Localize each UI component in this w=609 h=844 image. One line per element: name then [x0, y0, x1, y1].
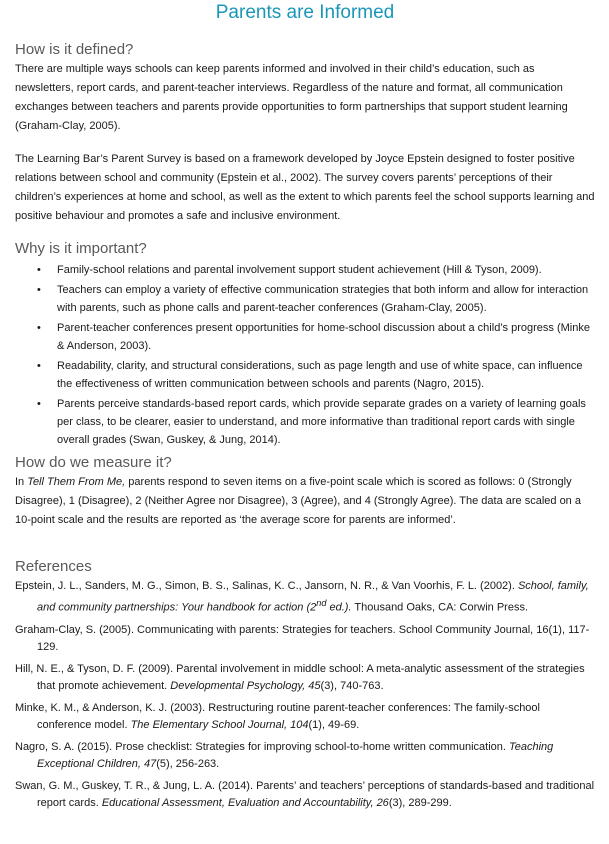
list-item: • Readability, clarity, and structural considerations, such as page length and use of white space, can influence the effectiveness of written communication between schools and parents (Nagro, 2015).	[15, 357, 595, 393]
reference-item: Minke, K. M., & Anderson, K. J. (2003). Restructuring routine parent-teacher conferences: The family-school conference model. The Elementary School Journal, 104(1), 49-69.	[15, 701, 540, 731]
bullet-icon: •	[37, 322, 41, 334]
reference-item: Graham-Clay, S. (2005). Communicating with parents: Strategies for teachers. School Community Journal, 16(1), 117-129.	[15, 623, 590, 653]
bullet-icon: •	[37, 398, 41, 410]
heading-why-important: Why is it important?	[15, 240, 147, 257]
reference-item: Epstein, J. L., Sanders, M. G., Simon, B. S., Salinas, K. C., Jansorn, N. R., & Van Voorhis, F. L. (2002). School, family, and community partnerships: Your handbook for action (2nd ed.). Thousand Oaks, CA: Corwin Press.	[15, 580, 589, 614]
paragraph-measure: In Tell Them From Me, parents respond to seven items on a five-point scale which is scored as follows: 0 (Strongly Disagree), 1 (Disagree), 2 (Neither Agree nor Disagree), 3 (Agree), and 4 (Strongly Agree). The data are scaled on a 10-point scale and the results are reported as ‘the average score for parents are informed’.	[15, 476, 581, 526]
list-item: • Parent-teacher conferences present opportunities for home-school discussion about a child’s progress (Minke & Anderson, 2003).	[15, 319, 595, 355]
bullet-icon: •	[37, 264, 41, 276]
list-item: • Teachers can employ a variety of effective communication strategies that both inform and allow for interaction with parents, such as phone calls and parent-teacher conferences (Graham-Clay, 2005).	[15, 281, 595, 317]
reference-item: Swan, G. M., Guskey, T. R., & Jung, L. A. (2014). Parents’ and teachers’ perceptions of standards-based and traditional report cards. Educational Assessment, Evaluation and Accountability, 26(3), 289-299.	[15, 779, 595, 809]
document-page	[0, 2, 609, 844]
paragraph-defined-1: There are multiple ways schools can keep parents informed and involved in their child’s education, such as newsletters, report cards, and parent-teacher interviews. Regardless of the nature and format, all communication exchanges between teachers and parents provide opportunities to form partnerships that support student learning (Graham-Clay, 2005).	[15, 63, 568, 132]
bullet-icon: •	[37, 360, 41, 372]
references-list	[15, 578, 595, 812]
reference-item: Nagro, S. A. (2015). Prose checklist: Strategies for improving school-to-home written communication. Teaching Exceptional Children, 47(5), 256-263.	[15, 740, 554, 770]
reference-item: Hill, N. E., & Tyson, D. F. (2009). Parental involvement in middle school: A meta-analytic assessment of the strategies that promote achievement. Developmental Psychology, 45(3), 740-763.	[15, 662, 585, 692]
heading-how-defined: How is it defined?	[15, 41, 134, 58]
page-title: Parents are Informed	[215, 2, 395, 23]
list-item: • Family-school relations and parental involvement support student achievement (Hill & Tyson, 2009).	[15, 261, 595, 279]
paragraph-defined-2: The Learning Bar’s Parent Survey is based on a framework developed by Joyce Epstein designed to foster positive relations between school and community (Epstein et al., 2002). The survey covers parents’ perceptions of their children’s experiences at home and school, as well as the extent to which parents feel the school supports learning and positive behaviour and promotes a safe and inclusive environment.	[15, 153, 595, 222]
bullet-icon: •	[37, 284, 41, 296]
importance-bullet-list	[15, 261, 595, 449]
heading-references: References	[15, 558, 92, 575]
heading-how-measure: How do we measure it?	[15, 454, 172, 471]
list-item: • Parents perceive standards-based report cards, which provide separate grades on a variety of learning goals per class, to be clearer, easier to understand, and more informative than traditional report cards with single overall grades (Swan, Guskey, & Jung, 2014).	[15, 395, 595, 449]
